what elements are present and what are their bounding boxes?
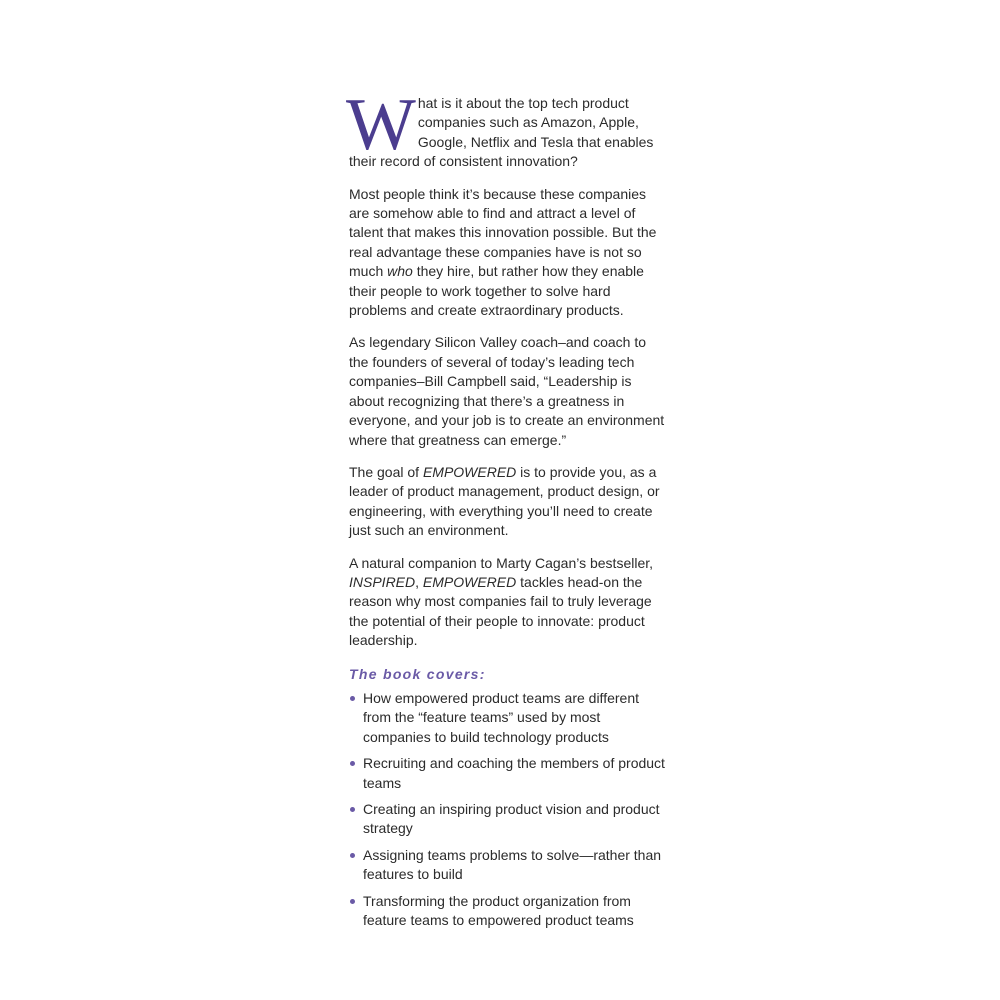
paragraph-goal-before: The goal of — [349, 463, 423, 480]
bullet-icon — [350, 761, 355, 766]
emphasis-empowered: EMPOWERED — [422, 463, 517, 480]
list-item-text: Creating an inspiring product vision and product strategy — [363, 801, 660, 837]
paragraph-companion — [349, 554, 667, 651]
bullet-icon — [350, 807, 355, 812]
paragraph-talent-after: they hire, but rather how they enable their people to work together to solve hard problems and create extraordinary products. — [349, 263, 644, 319]
intro-text: hat is it about the top tech product companies such as Amazon, Apple, Google, Netflix and Tesla that enables their record of consistent innovation? — [349, 95, 654, 170]
covers-list — [349, 689, 667, 930]
paragraph-goal — [349, 463, 667, 541]
paragraph-talent-before: Most people think it’s because these companies are somehow able to find and attract a level of talent that makes this innovation possible. But the real advantage these companies have is not so much — [349, 185, 657, 280]
emphasis-who: who — [387, 263, 413, 280]
paragraph-companion-after: tackles head-on the reason why most companies fail to truly leverage the potential of their people to innovate: product leadership. — [349, 573, 652, 649]
list-item-text: How empowered product teams are different from the “feature teams” used by most companies to build technology products — [363, 689, 639, 745]
paragraph-companion-mid: , — [415, 573, 423, 590]
emphasis-empowered-2: EMPOWERED — [422, 573, 517, 590]
emphasis-inspired: INSPIRED — [349, 573, 416, 590]
drop-cap: W — [346, 84, 414, 166]
bullet-icon — [350, 899, 355, 904]
list-item-text: Transforming the product organization from feature teams to empowered product teams — [363, 892, 634, 929]
list-item — [349, 689, 667, 747]
paragraph-talent — [349, 185, 667, 321]
intro-paragraph — [346, 84, 667, 172]
book-description — [346, 84, 667, 937]
covers-heading: The book covers: — [349, 665, 486, 682]
list-item-text: Recruiting and coaching the members of product teams — [363, 755, 665, 791]
paragraph-quote-text: As legendary Silicon Valley coach–and coach to the founders of several of today’s leading tech companies–Bill Campbell said, “Leadership is about recognizing that there’s a greatness in everyone, and your job is to create an environment where that greatness can emerge.” — [349, 334, 665, 448]
list-item — [349, 800, 667, 839]
paragraph-quote — [349, 333, 667, 449]
list-item-text: Assigning teams problems to solve—rather than features to build — [363, 846, 662, 883]
list-item — [349, 846, 667, 885]
list-item — [349, 892, 667, 931]
paragraph-companion-before: A natural companion to Marty Cagan’s bestseller, — [349, 554, 654, 571]
bullet-icon — [350, 696, 355, 701]
paragraph-goal-after: is to provide you, as a leader of product management, product design, or engineering, with everything you’ll need to create just such an environment. — [349, 463, 660, 539]
list-item — [349, 754, 667, 793]
bullet-icon — [350, 853, 355, 858]
